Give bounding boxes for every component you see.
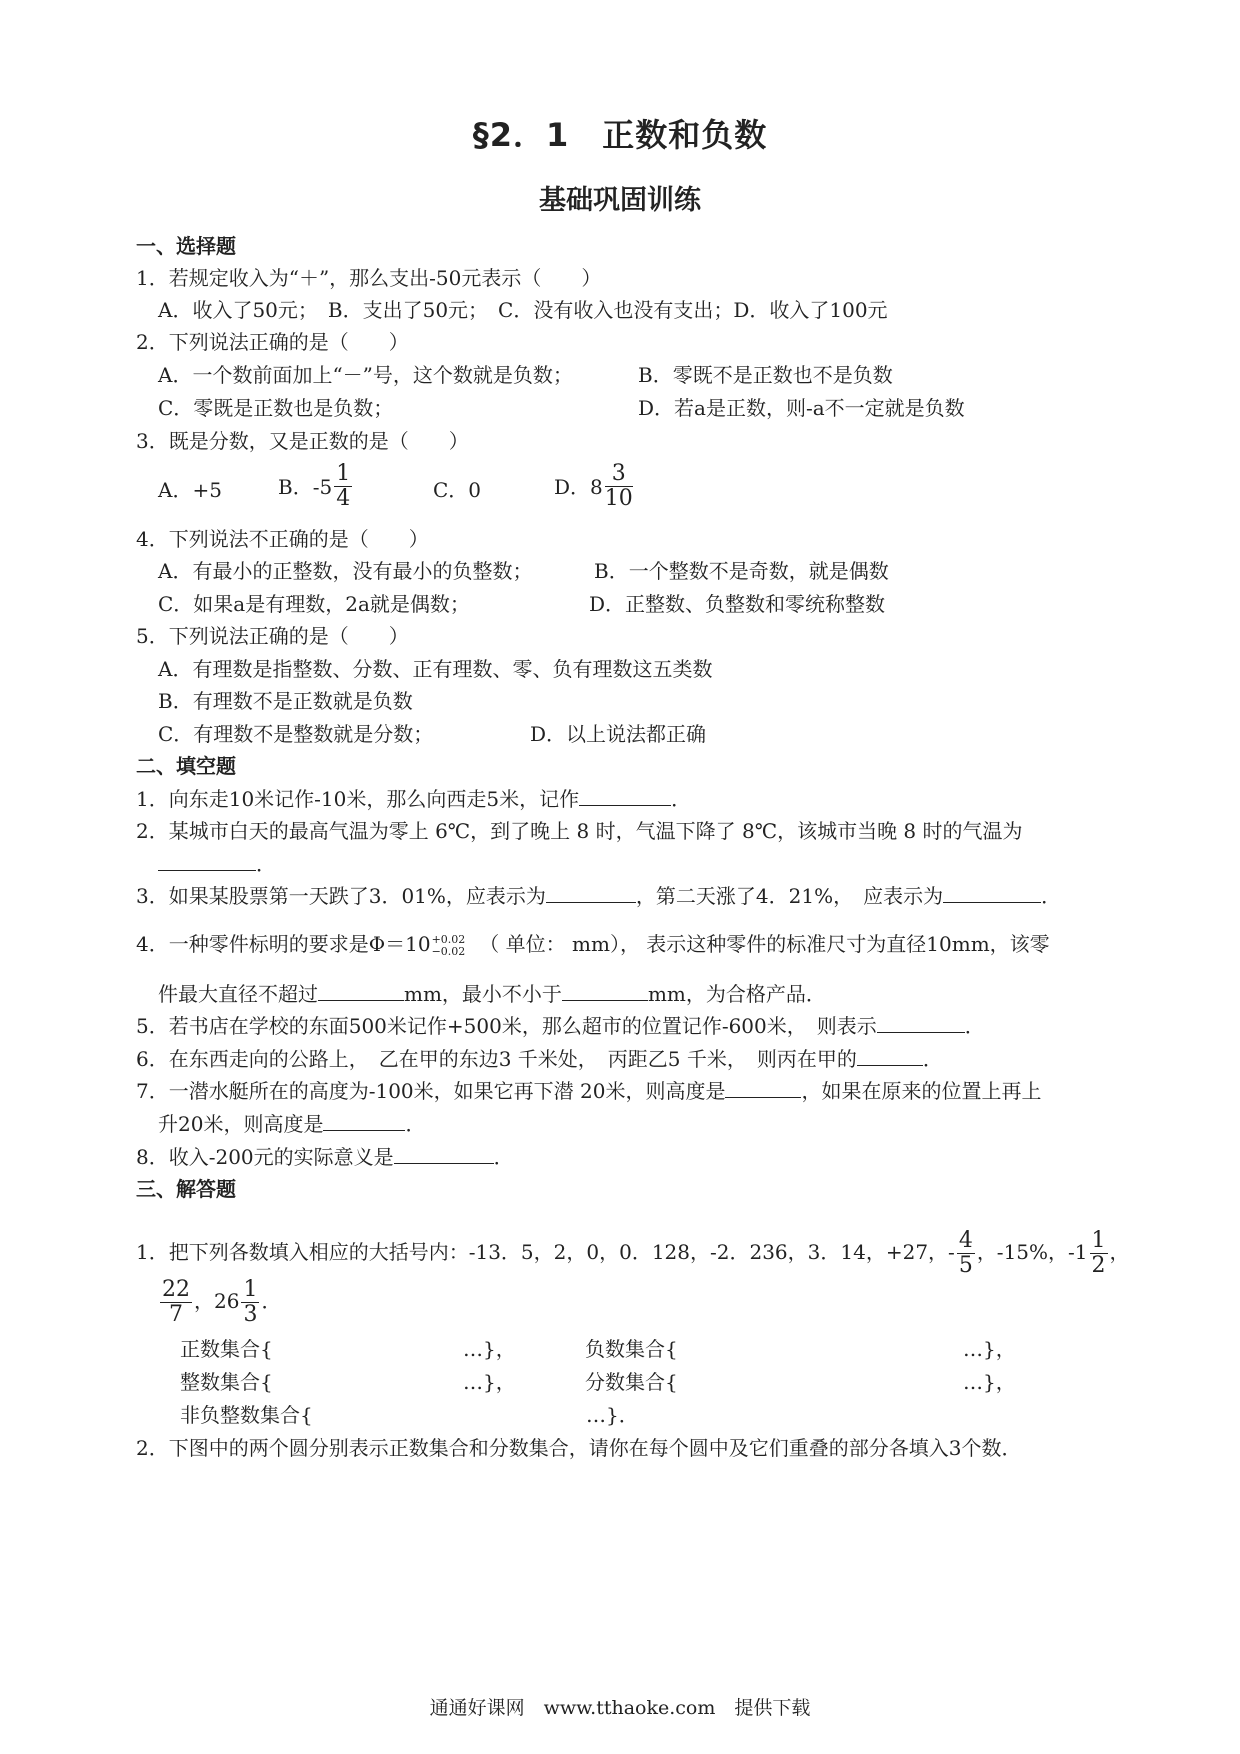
question-2-option-d: D．若a是正数，则-a不一定就是负数	[638, 396, 965, 420]
set-fraction-close: …}，	[963, 1370, 1016, 1394]
question-3-option-c: C．0	[433, 478, 482, 502]
question-4-option-b: B．一个整数不是奇数，就是偶数	[594, 559, 889, 583]
set-positive-close: …}，	[463, 1337, 516, 1361]
question-3-option-b	[278, 462, 354, 511]
fraction-1-2: $\frac{1}{2}$	[1091, 1228, 1106, 1278]
question-5-option-c: C．有理数不是整数就是分数；	[158, 722, 434, 746]
fill-question-5: 5．若书店在学校的东面500米记作+500米，那么超市的位置记作-600米， 则表示 ．	[136, 1014, 985, 1038]
question-2-option-c: C．零既是正数也是负数；	[158, 396, 394, 420]
section-heading-choice: 一、选择题	[136, 234, 236, 258]
fill-question-4: 4．一种零件标明的要求是Φ＝10 +0.02 −0.02 （ 单位： mm）， 表示这种零件的标准尺寸为直径10mm，该零	[136, 932, 1050, 958]
option-b-text: B．-5	[278, 474, 333, 499]
answer-blank[interactable]	[857, 1047, 923, 1066]
question-4-option-c: C．如果a是有理数，2a就是偶数；	[158, 592, 470, 616]
page-subtitle: 基础巩固训练	[539, 185, 701, 216]
fill-question-6: 6．在东西走向的公路上， 乙在甲的东边3 千米处， 丙距乙5 千米， 则丙在甲的 ．	[136, 1047, 943, 1071]
fraction-3-10: $\frac{3}{10}$	[604, 461, 633, 511]
answer-blank[interactable]	[158, 852, 256, 871]
fraction-4-5: $\frac{4}{5}$	[958, 1228, 973, 1278]
set-positive-label: 正数集合{	[180, 1337, 273, 1361]
answer-blank[interactable]	[323, 1112, 405, 1131]
tolerance: +0.02 −0.02	[431, 932, 466, 958]
option-d-text: D．8	[554, 474, 603, 499]
set-integer-close: …}，	[463, 1370, 516, 1394]
fraction-22-7: $\frac{22}{7}$	[162, 1277, 190, 1327]
set-integer-label: 整数集合{	[180, 1370, 273, 1394]
solve-question-1-cont: $\frac{22}{7}$ ，26 $\frac{1}{3}$ ．	[162, 1277, 282, 1327]
answer-blank[interactable]	[877, 1014, 965, 1033]
answer-blank[interactable]	[394, 1145, 494, 1164]
question-3-option-d	[554, 462, 635, 511]
answer-blank[interactable]	[546, 884, 636, 903]
section-heading-solve: 三、解答题	[136, 1177, 236, 1201]
fill-question-7-cont: 升20米，则高度是 ．	[158, 1112, 426, 1136]
question-3: 3．既是分数，又是正数的是（ ）	[136, 429, 469, 453]
question-1: 1．若规定收入为“＋”，那么支出-50元表示（ ）	[136, 266, 602, 290]
set-negative-label: 负数集合{	[585, 1337, 678, 1361]
fraction-1-4: $\frac{1}{4}$	[336, 461, 351, 511]
set-nonnegative-integer-label: 非负整数集合{	[180, 1403, 313, 1427]
question-4-option-d: D．正整数、负整数和零统称整数	[589, 592, 886, 616]
question-5-option-b: B．有理数不是正数就是负数	[158, 689, 413, 713]
answer-blank[interactable]	[725, 1079, 801, 1098]
fill-question-4-cont: 件最大直径不超过 mm，最小不小于 mm，为合格产品．	[158, 982, 826, 1006]
fill-question-3: 3．如果某股票第一天跌了3．01%，应表示为 ，第二天涨了4．21%， 应表示为 ．	[136, 884, 1062, 908]
fill-question-1: 1．向东走10米记作-10米，那么向西走5米，记作 ．	[136, 787, 692, 811]
fill-question-2: 2．某城市白天的最高气温为零上 6℃，到了晚上 8 时，气温下降了 8℃，该城市当晚 8 时的气温为	[136, 819, 1023, 843]
question-2-option-b: B．零既不是正数也不是负数	[638, 363, 893, 387]
solve-question-1: 1．把下列各数填入相应的大括号内：-13．5，2，0，0．128，-2．236，3．14，+27，- $\frac{4}{5}$ ，-15%，-1 $\frac{1}{2}$ ，	[136, 1228, 1130, 1278]
page-title: §2．1 正数和负数	[472, 116, 768, 154]
fill-question-8: 8．收入-200元的实际意义是 ．	[136, 1145, 514, 1169]
section-heading-fill: 二、填空题	[136, 754, 236, 778]
fill-question-7: 7．一潜水艇所在的高度为-100米，如果它再下潜 20米，则高度是 ，如果在原来的位置上再上	[136, 1079, 1042, 1103]
fill-question-2-answer: ．	[158, 850, 276, 878]
question-4: 4．下列说法不正确的是（ ）	[136, 527, 429, 551]
question-1-options: A．收入了50元； B．支出了50元； C．没有收入也没有支出；D．收入了100元	[158, 298, 888, 322]
answer-blank[interactable]	[318, 982, 404, 1001]
question-2: 2．下列说法正确的是（ ）	[136, 330, 409, 354]
set-nonnegative-integer-close: …}．	[586, 1403, 639, 1427]
set-fraction-label: 分数集合{	[585, 1370, 678, 1394]
question-5-option-d: D．以上说法都正确	[530, 722, 707, 746]
question-5: 5．下列说法正确的是（ ）	[136, 624, 409, 648]
answer-blank[interactable]	[579, 787, 671, 806]
fraction-1-3: $\frac{1}{3}$	[243, 1277, 258, 1327]
question-4-option-a: A．有最小的正整数，没有最小的负整数；	[158, 559, 533, 583]
solve-question-2: 2．下图中的两个圆分别表示正数集合和分数集合，请你在每个圆中及它们重叠的部分各填入3个数．	[136, 1436, 1022, 1460]
question-3-option-a: A．+5	[158, 478, 222, 502]
set-negative-close: …}，	[963, 1337, 1016, 1361]
footer: 通通好课网 www.tthaoke.com 提供下载	[429, 1697, 811, 1719]
answer-blank[interactable]	[943, 884, 1041, 903]
question-5-option-a: A．有理数是指整数、分数、正有理数、零、负有理数这五类数	[158, 657, 713, 681]
question-2-option-a: A．一个数前面加上“－”号，这个数就是负数；	[158, 363, 573, 387]
answer-blank[interactable]	[562, 982, 648, 1001]
